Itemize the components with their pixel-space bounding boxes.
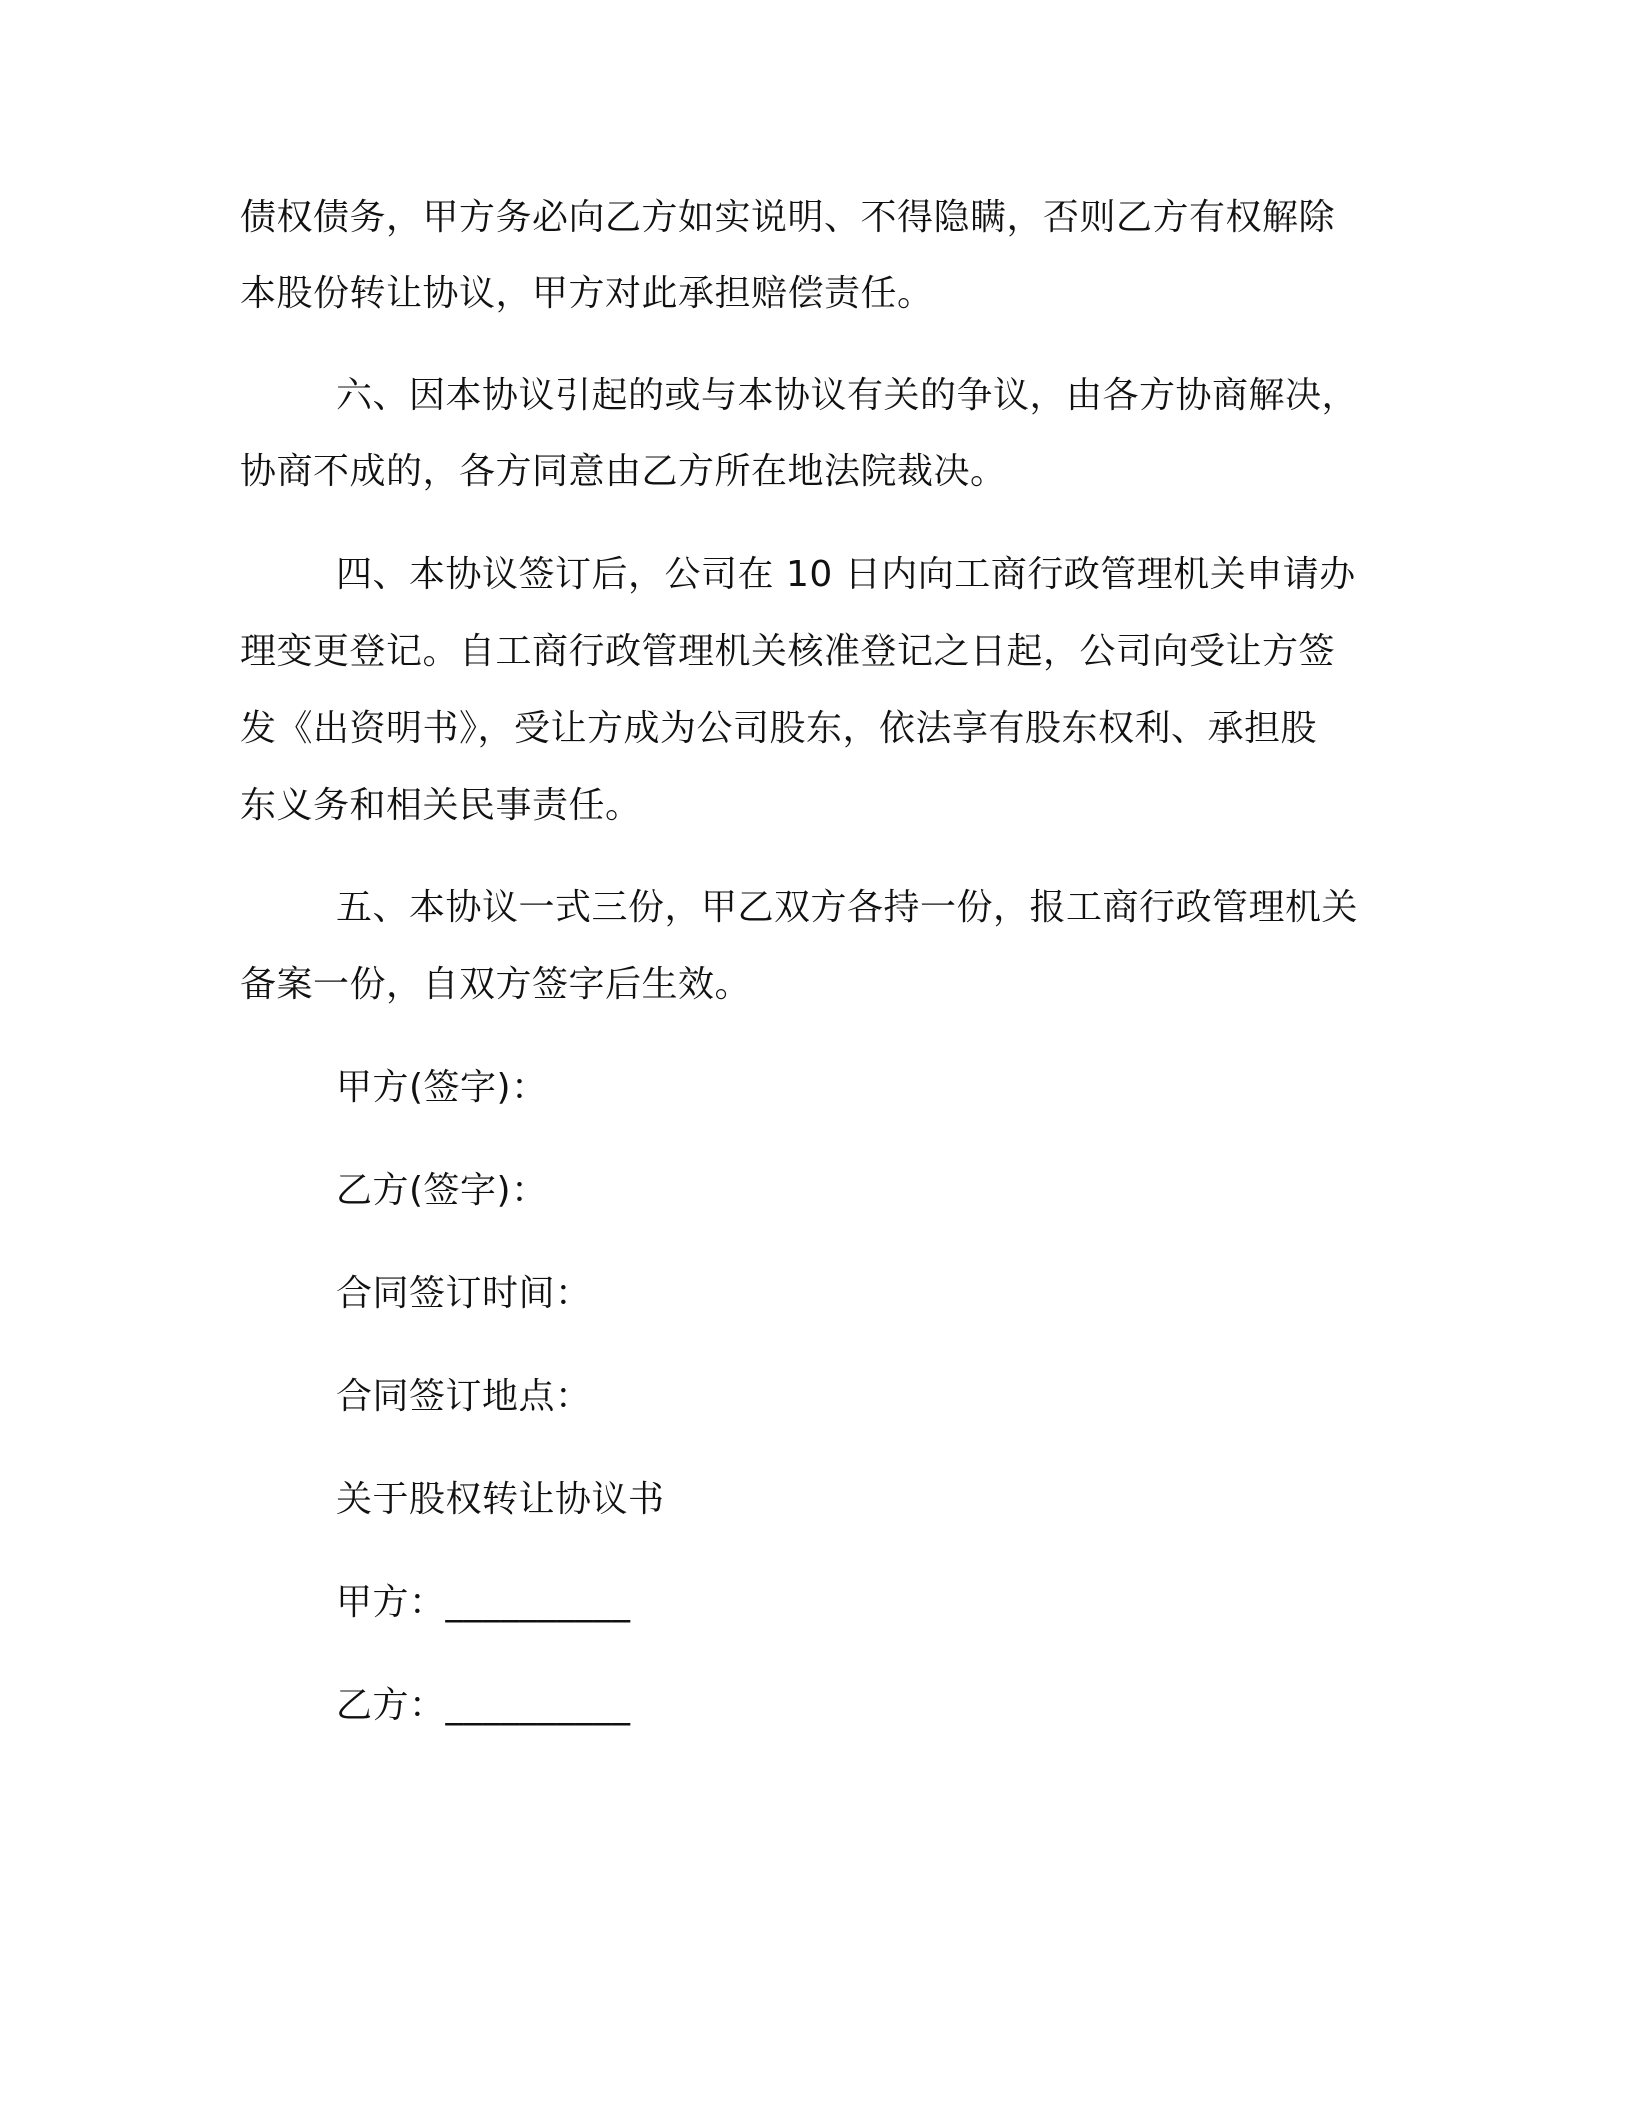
clause-continuation-line-2: 本股份转让协议，甲方对此承担赔偿责任。: [240, 273, 934, 314]
clause-five-line-1: 五、本协议一式三份，甲乙双方各持一份，报工商行政管理机关: [336, 887, 1359, 928]
next-party-b-field: 乙方：__________: [336, 1685, 631, 1726]
sign-place-label: 合同签订地点：: [336, 1376, 592, 1417]
clause-six-line-2: 协商不成的，各方同意由乙方所在地法院裁决。: [240, 451, 1007, 492]
party-b-signature-label: 乙方(签字)：: [336, 1170, 548, 1211]
next-document-title: 关于股权转让协议书: [336, 1479, 665, 1520]
clause-five-line-2: 备案一份，自双方签字后生效。: [240, 964, 752, 1005]
clause-four-line-1: 四、本协议签订后，公司在 10 日内向工商行政管理机关申请办: [336, 554, 1356, 595]
clause-four-line-3: 发《出资明书》，受让方成为公司股东，依法享有股东权利、承担股: [240, 708, 1318, 749]
clause-four-line-4: 东义务和相关民事责任。: [240, 785, 642, 826]
next-party-a-field: 甲方：__________: [336, 1582, 631, 1623]
clause-six-line-1: 六、因本协议引起的或与本协议有关的争议，由各方协商解决，: [336, 375, 1359, 416]
sign-time-label: 合同签订时间：: [336, 1273, 592, 1314]
clause-continuation-line-1: 债权债务，甲方务必向乙方如实说明、不得隐瞒，否则乙方有权解除: [240, 197, 1336, 238]
clause-four-line-2: 理变更登记。自工商行政管理机关核准登记之日起，公司向受让方签: [240, 631, 1336, 672]
party-a-signature-label: 甲方(签字)：: [336, 1067, 548, 1108]
